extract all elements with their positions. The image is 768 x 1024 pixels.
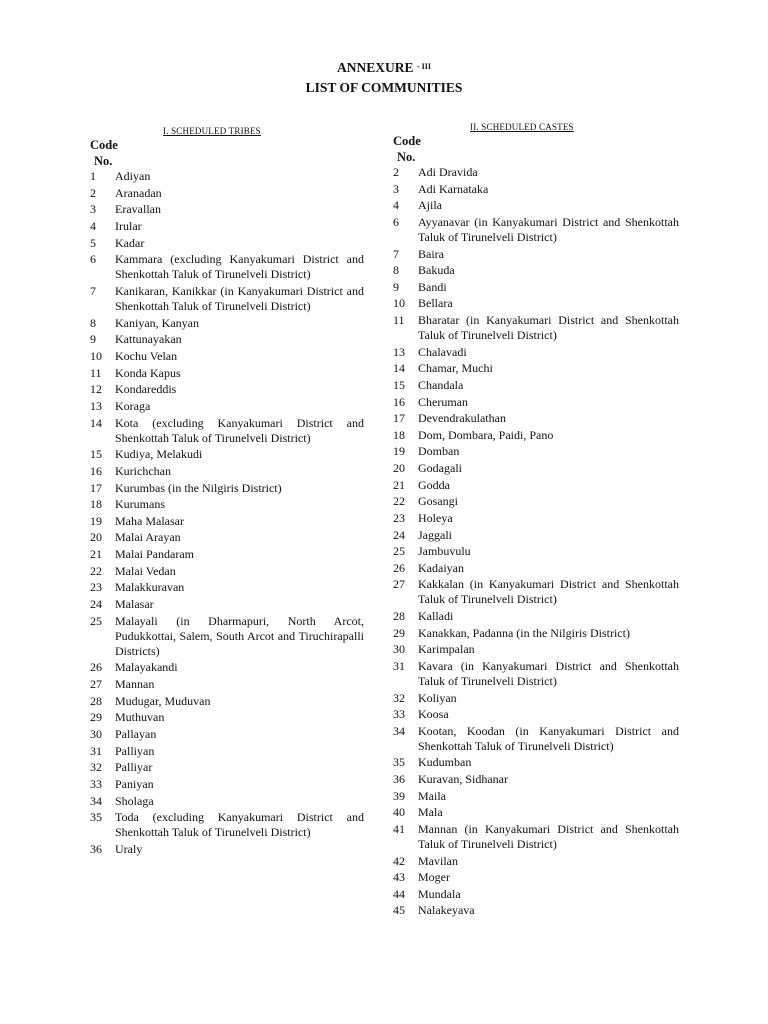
community-name: Ajila (418, 198, 442, 213)
community-name: Kudumban (418, 755, 472, 770)
community-code: 12 (90, 382, 102, 397)
community-code: 36 (90, 841, 102, 856)
community-row (393, 691, 679, 706)
community-code: 20 (90, 530, 102, 545)
community-code: 10 (393, 296, 405, 311)
community-code: 27 (393, 577, 405, 592)
community-row (90, 252, 364, 282)
community-row (393, 215, 679, 245)
community-row (393, 313, 679, 343)
community-row (90, 660, 364, 675)
community-row (90, 580, 364, 595)
community-name: Kurumbas (in the Nilgiris District) (115, 480, 282, 495)
community-row (90, 447, 364, 462)
community-code: 2 (90, 185, 96, 200)
community-row (393, 378, 679, 393)
community-code: 1 (90, 169, 96, 183)
community-row (393, 395, 679, 410)
community-row (90, 597, 364, 612)
community-name: Mannan (in Kanyakumari District and Shenkottah Taluk of Tirunelveli District) (418, 821, 679, 851)
code-header (393, 133, 679, 165)
community-code: 8 (90, 315, 96, 330)
scheduled-tribes-list (90, 169, 364, 857)
community-row (90, 694, 364, 709)
community-code: 21 (393, 477, 405, 492)
community-name: Pallayan (115, 727, 157, 742)
community-row (393, 707, 679, 722)
community-row (90, 236, 364, 251)
community-code: 5 (90, 235, 96, 250)
community-row (393, 345, 679, 360)
community-code: 15 (90, 447, 102, 462)
community-code: 43 (393, 870, 405, 885)
community-code: 21 (90, 547, 102, 562)
code-label: Code (393, 134, 421, 148)
community-code: 16 (393, 394, 405, 409)
community-code: 19 (393, 444, 405, 459)
community-code: 16 (90, 463, 102, 478)
scheduled-castes-heading: II. SCHEDULED CASTES (470, 122, 574, 132)
community-name: Nalakeyava (418, 903, 475, 918)
community-row (90, 284, 364, 314)
community-name: Baira (418, 246, 444, 261)
community-name: Jambuvulu (418, 544, 471, 559)
community-code: 32 (393, 690, 405, 705)
community-row (90, 316, 364, 331)
community-code: 7 (90, 283, 96, 298)
community-code: 25 (393, 544, 405, 559)
community-row (90, 677, 364, 692)
community-row (393, 263, 679, 278)
community-name: Kammara (excluding Kanyakumari District and Shenkottah Taluk of Tirunelveli District) (115, 252, 364, 282)
community-row (393, 561, 679, 576)
community-code: 45 (393, 903, 405, 918)
community-name: Kattunayakan (115, 332, 182, 347)
community-name: Malai Arayan (115, 530, 181, 545)
community-name: Palliyar (115, 760, 153, 775)
community-name: Adi Dravida (418, 165, 478, 179)
community-row (393, 494, 679, 509)
community-code: 35 (393, 755, 405, 770)
no-label: No. (94, 154, 113, 168)
community-row (90, 514, 364, 529)
community-row (393, 903, 679, 918)
community-code: 36 (393, 772, 405, 786)
community-name: Godagali (418, 461, 462, 475)
community-name: Irular (115, 218, 142, 233)
community-code: 23 (90, 580, 102, 595)
community-code: 31 (393, 658, 405, 673)
community-name: Koosa (418, 707, 449, 722)
community-row (393, 182, 679, 197)
community-code: 27 (90, 677, 102, 692)
community-code: 11 (90, 365, 102, 380)
community-name: Kaniyan, Kanyan (115, 315, 199, 330)
community-row (90, 399, 364, 414)
community-name: Holeya (418, 510, 453, 525)
community-name: Kadaiyan (418, 560, 464, 575)
community-code: 32 (90, 760, 102, 775)
community-name: Chamar, Muchi (418, 361, 493, 376)
annexure-label: ANNEXURE (337, 60, 414, 75)
community-row (393, 247, 679, 262)
scheduled-tribes-column (90, 124, 364, 857)
community-name: Koliyan (418, 690, 457, 705)
community-code: 19 (90, 513, 102, 528)
community-row (393, 461, 679, 476)
community-name: Malasar (115, 597, 154, 612)
community-name: Kanakkan, Padanna (in the Nilgiris District) (418, 625, 630, 640)
community-code: 22 (393, 494, 405, 509)
community-code: 18 (90, 497, 102, 512)
community-code: 31 (90, 743, 102, 758)
community-name: Kalladi (418, 609, 454, 623)
community-name: Toda (excluding Kanyakumari District and Shenkottah Taluk of Tirunelveli District) (115, 810, 364, 840)
community-code: 17 (393, 411, 405, 426)
community-row (90, 219, 364, 234)
community-name: Paniyan (115, 777, 154, 791)
list-title: LIST OF COMMUNITIES (305, 80, 463, 95)
community-row (393, 577, 679, 607)
community-code: 14 (393, 361, 405, 376)
community-row (90, 530, 364, 545)
scheduled-castes-list (393, 165, 679, 918)
community-code: 39 (393, 788, 405, 803)
community-name: Kuravan, Sidhanar (418, 772, 508, 786)
community-code: 22 (90, 563, 102, 578)
community-name: Godda (418, 477, 450, 492)
community-row (393, 444, 679, 459)
community-row (393, 724, 679, 754)
community-code: 29 (90, 710, 102, 725)
community-name: Chalavadi (418, 344, 467, 359)
community-code: 24 (393, 527, 405, 542)
community-row (393, 772, 679, 787)
community-code: 11 (393, 313, 405, 327)
community-code: 44 (393, 886, 405, 901)
community-row (90, 564, 364, 579)
community-code: 17 (90, 480, 102, 495)
community-name: Eravallan (115, 202, 161, 217)
community-row (90, 777, 364, 792)
community-code: 40 (393, 805, 405, 820)
community-row (90, 794, 364, 809)
community-row (90, 332, 364, 347)
community-code: 3 (393, 181, 399, 196)
community-name: Malayali (in Dharmapuri, North Arcot, Pudukkottai, Salem, South Arcot and Tiruchirapalli Districts) (115, 613, 364, 658)
community-code: 41 (393, 821, 405, 836)
community-row (393, 478, 679, 493)
community-row (393, 659, 679, 689)
community-name: Mudugar, Muduvan (115, 693, 211, 708)
community-row (90, 547, 364, 562)
community-code: 24 (90, 597, 102, 612)
community-row (90, 349, 364, 364)
community-row (393, 428, 679, 443)
community-name: Mala (418, 805, 443, 820)
community-name: Adi Karnataka (418, 181, 489, 196)
community-row (393, 887, 679, 902)
document-title (0, 59, 768, 97)
community-name: Kavara (in Kanyakumari District and Shenkottah Taluk of Tirunelveli District) (418, 658, 679, 688)
community-row (393, 544, 679, 559)
community-name: Bellara (418, 296, 453, 311)
community-row (393, 854, 679, 869)
community-row (90, 186, 364, 201)
community-name: Kondareddis (115, 382, 177, 397)
community-name: Devendrakulathan (418, 411, 506, 426)
community-name: Kadar (115, 235, 145, 250)
community-name: Kudiya, Melakudi (115, 447, 203, 462)
community-row (393, 528, 679, 543)
community-row (90, 202, 364, 217)
community-code: 35 (90, 810, 102, 825)
community-code: 33 (90, 777, 102, 791)
community-row (90, 481, 364, 496)
community-row (90, 810, 364, 840)
community-code: 25 (90, 613, 102, 628)
community-code: 34 (90, 793, 102, 808)
community-name: Chandala (418, 377, 464, 392)
community-code: 34 (393, 723, 405, 738)
community-name: Kochu Velan (115, 348, 178, 363)
community-row (393, 609, 679, 624)
community-row (393, 755, 679, 770)
community-code: 4 (393, 198, 399, 213)
community-code: 33 (393, 707, 405, 722)
community-name: Kurichchan (115, 463, 171, 478)
community-code: 28 (90, 693, 102, 708)
community-row (90, 382, 364, 397)
community-name: Kurumans (115, 497, 165, 512)
community-row (393, 296, 679, 311)
community-row (90, 727, 364, 742)
community-code: 30 (90, 727, 102, 742)
community-code: 42 (393, 853, 405, 868)
community-code: 8 (393, 263, 399, 278)
community-name: Koraga (115, 398, 151, 413)
code-header (90, 137, 364, 169)
community-row (90, 744, 364, 759)
community-name: Mavilan (418, 853, 458, 868)
community-row (90, 710, 364, 725)
community-name: Uraly (115, 841, 143, 856)
community-name: Adiyan (115, 169, 151, 183)
community-name: Ayyanavar (in Kanyakumari District and Shenkottah Taluk of Tirunelveli District) (418, 214, 679, 244)
community-code: 29 (393, 625, 405, 640)
no-label: No. (397, 150, 416, 164)
community-code: 26 (90, 660, 102, 675)
community-row (393, 805, 679, 820)
community-row (90, 169, 364, 184)
community-name: Bakuda (418, 263, 455, 278)
community-code: 4 (90, 218, 96, 233)
community-code: 15 (393, 377, 405, 392)
community-name: Mundala (418, 886, 461, 901)
community-name: Maha Malasar (115, 513, 184, 528)
community-code: 9 (393, 279, 399, 294)
community-code: 23 (393, 510, 405, 525)
scheduled-castes-column (393, 120, 679, 918)
community-row (90, 760, 364, 775)
community-row (90, 497, 364, 512)
community-row (393, 280, 679, 295)
community-code: 7 (393, 246, 399, 261)
community-row (90, 464, 364, 479)
community-name: Karimpalan (418, 642, 475, 657)
community-name: Gosangi (418, 494, 458, 509)
community-row (90, 614, 364, 659)
community-code: 13 (393, 344, 405, 359)
community-row (393, 870, 679, 885)
scheduled-tribes-heading: I. SCHEDULED TRIBES (163, 126, 261, 136)
community-name: Cheruman (418, 394, 468, 409)
community-row (90, 416, 364, 446)
annexure-number: - III (416, 62, 431, 71)
community-code: 26 (393, 560, 405, 575)
community-name: Sholaga (115, 793, 154, 808)
community-name: Jaggali (418, 527, 452, 542)
community-name: Domban (418, 444, 460, 459)
community-row (393, 511, 679, 526)
community-name: Kakkalan (in Kanyakumari District and Shenkottah Taluk of Tirunelveli District) (418, 577, 679, 607)
community-code: 20 (393, 461, 405, 475)
community-row (90, 842, 364, 857)
community-name: Malai Vedan (115, 563, 176, 578)
community-row (393, 198, 679, 213)
community-name: Mannan (115, 677, 155, 692)
community-code: 10 (90, 348, 102, 363)
community-row (393, 822, 679, 852)
community-name: Palliyan (115, 743, 155, 758)
community-name: Kootan, Koodan (in Kanyakumari District and Shenkottah Taluk of Tirunelveli District) (418, 723, 679, 753)
code-label: Code (90, 138, 118, 152)
community-name: Malayakandi (115, 660, 178, 675)
community-name: Bharatar (in Kanyakumari District and Shenkottah Taluk of Tirunelveli District) (418, 313, 679, 342)
community-code: 13 (90, 398, 102, 413)
community-code: 14 (90, 415, 102, 430)
community-code: 18 (393, 427, 405, 442)
community-row (393, 165, 679, 180)
community-row (393, 642, 679, 657)
community-row (393, 789, 679, 804)
community-name: Kanikaran, Kanikkar (in Kanyakumari District and Shenkottah Taluk of Tirunelveli District) (115, 283, 364, 313)
community-code: 2 (393, 165, 399, 179)
community-code: 6 (90, 252, 96, 267)
community-code: 30 (393, 642, 405, 657)
community-row (90, 366, 364, 381)
community-name: Maila (418, 788, 446, 803)
annexure-title (0, 59, 768, 79)
community-code: 3 (90, 202, 96, 217)
community-code: 28 (393, 609, 405, 623)
community-name: Malakkuravan (115, 580, 185, 595)
community-row (393, 626, 679, 641)
community-code: 9 (90, 332, 96, 347)
community-name: Moger (418, 870, 450, 885)
community-name: Muthuvan (115, 710, 165, 725)
community-name: Konda Kapus (115, 365, 181, 380)
community-name: Malai Pandaram (115, 547, 194, 562)
community-name: Bandi (418, 279, 447, 294)
community-name: Dom, Dombara, Paidi, Pano (418, 427, 554, 442)
community-row (393, 361, 679, 376)
community-row (393, 411, 679, 426)
community-name: Kota (excluding Kanyakumari District and Shenkottah Taluk of Tirunelveli District) (115, 415, 364, 445)
community-code: 6 (393, 214, 399, 229)
community-name: Aranadan (115, 185, 162, 200)
